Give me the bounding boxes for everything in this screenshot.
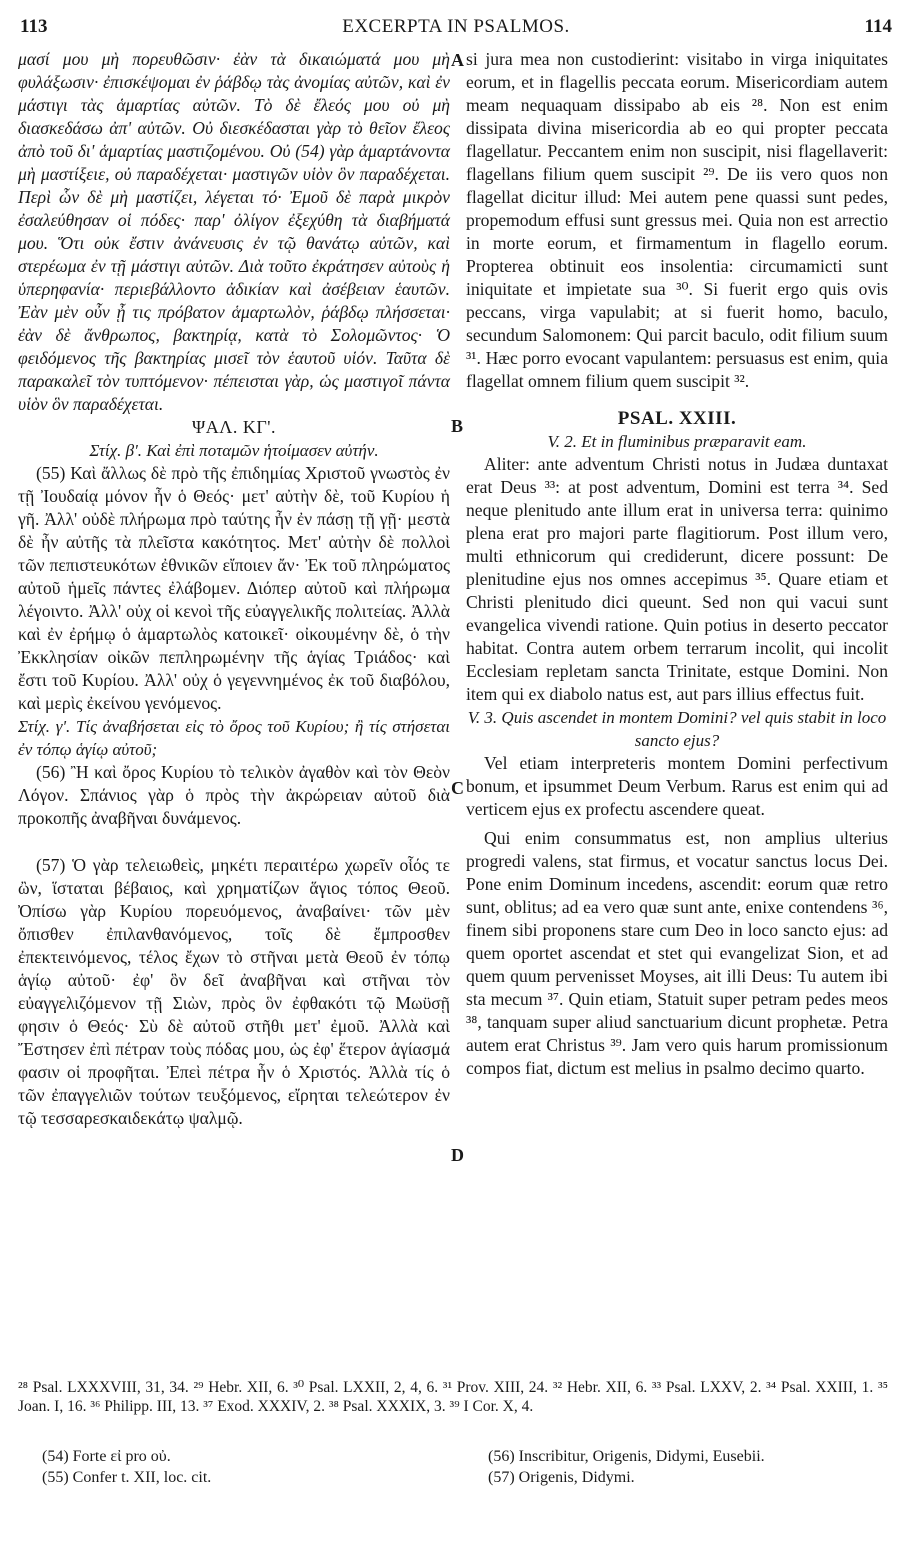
margin-letter-d: D [451, 1145, 464, 1165]
notes-right [488, 1446, 898, 1488]
latin-verse-2: V. 2. Et in fluminibus præparavit eam. [547, 432, 807, 451]
greek-verse-2: Στίχ. β'. Καὶ ἐπὶ ποταμῶν ἡτοίμασεν αὐτήν. [89, 441, 379, 460]
latin-column [466, 48, 888, 1080]
greek-paragraph-57: (57) Ὁ γὰρ τελειωθεὶς, μηκέτι περαιτέρω χωρεῖν οἷός τε ὢν, ἵσταται βέβαιος, καὶ χρηματίζων ἅγιος τόπος Θεοῦ. Ὀπίσω γὰρ Κυρίου πορευόμενος, ἀναβαίνει· τῶν μὲν ὄπισθεν ἐπιλανθανόμενος, τοῖς δὲ ἔμπροσθεν ἐπεκτεινόμενος, τέλος ἔχων τὸ στῆναι μετὰ Θεοῦ ἐν τόπῳ ἁγίῳ αὐτοῦ· ἐφ' ὃν δεῖ ἀναβῆναι καὶ στῆναι τὸν εὐαγγελιζόμενον τῇ Σιὼν, πρὸς ὃν ἐφθακότι τῷ Μωϋσῇ φησιν ὁ Θεός· Σὺ δὲ αὐτοῦ στῆθι μετ' ἐμοῦ. Ἀλλὰ καὶ Ἔστησεν ἐπὶ πέτραν τοὺς πόδας μου, ὡς ἐφ' ἕτερον ἁγίασμά φασιν οἱ προφῆται. Ἐπεὶ πέτρα ἦν ὁ Χριστός. Ἀλλὰ τίς ὁ τῶν ἐπαγγελιῶν τούτων τευξόμενος, εἴρηται τελεώτερον ἐν τῷ τεσσαρεσκαιδεκάτῳ ψαλμῷ. [18, 855, 450, 1128]
latin-verse-3: V. 3. Quis ascendet in montem Domini? vel quis stabit in loco sancto ejus? [467, 708, 887, 750]
latin-paragraph-55: Aliter: ante adventum Christi notus in Judæa duntaxat erat Deus ³³: at post adventum, Domini est terra ³⁴. Sed neque plenitudo ante illum erat in universa terra: quinimo plena erat pro majori parte flagitiorum. Post illum vero, multi ethnicorum qui crediderunt, dicere possunt: De plenitudine ejus nos omnes accepimus ³⁵. Quare etiam et Christi plenitudo dici queunt. Sed non qui vacui sunt evangelica vivendi ratione. Quin potius in deserto peccator habitat. Contra autem orbem terrarum incolit, qui incolit Ecclesiam repletam sancta Trinitate, estque Domini. Non item qui ex diabolo natus est, aut pars illius effectus fuit. [466, 454, 888, 704]
greek-paragraph-56: (56) Ἢ καὶ ὄρος Κυρίου τὸ τελικὸν ἀγαθὸν καὶ τὸν Θεὸν Λόγον. Σπάνιος γὰρ ὁ πρὸς τὴν ἀκρώρειαν αὐτοῦ διὰ προκοπῆς ἀναβῆναι δυνάμενος. [18, 762, 450, 828]
footnote-references: ²⁸ Psal. LXXXVIII, 31, 34. ²⁹ Hebr. XII, 6. ³⁰ Psal. LXXII, 2, 4, 6. ³¹ Prov. XIII, 24. ³² Hebr. XII, 6. ³³ Psal. LXXV, 2. ³⁴ Psal. XXIII, 1. ³⁵ Joan. I, 16. ³⁶ Philipp. III, 13. ³⁷ Exod. XXXIV, 2. ³⁸ Psal. XXXIX, 3. ³⁹ I Cor. X, 4. [18, 1379, 888, 1415]
greek-paragraph-intro: μασί μου μὴ πορευθῶσιν· ἐὰν τὰ δικαιώματά μου μὴ φυλάξωσιν· ἐπισκέψομαι ἐν ῥάβδῳ τὰς ἀνομίας αὐτῶν, καὶ ἐν μάστιγι τὰς ἁμαρτίας αὐτῶν. Τὸ δὲ ἔλεός μου οὐ μὴ διασκεδάσω ἀπ' αὐτῶν. Οὐ διεσκέδασται γὰρ τὸ θεῖον ἔλεος ἀπὸ τοῦ δι' ἁμαρτίας μαστιζομένου. Οὐ (54) γὰρ ἁμαρτάνοντα μὴ μαστίξειε, οὐ παραδέχεται· μαστιγῶν υἱὸν ὃν παραδέχεται. Περὶ ὧν δὲ μὴ μαστίζει, λέγεται τό· Ἐμοῦ δὲ παρὰ μικρὸν ἐσαλεύθησαν οἱ πόδες· παρ' ὀλίγον ἐξεχύθη τὰ διαβήματά μου. Ὅτι οὐκ ἔστιν ἀνάνευσις ἐν τῷ θανάτῳ αὐτῶν, καὶ στερέωμα ἐν τῇ μάστιγι αὐτῶν. Διὰ τοῦτο ἐκράτησεν αὐτοὺς ἡ ὑπερηφανία· περιεβάλλοντο ἀδικίαν καὶ ἀσέβειαν ἑαυτῶν. Ἐὰν μὲν οὖν ᾖ τις πρόβατον ἁμαρτωλὸν, ῥάβδῳ πλήσσεται· ἐὰν δὲ ἄνθρωπος, βακτηρίᾳ, κατὰ τὸ Σολομῶντος· Ὁ φειδόμενος τῆς βακτηρίας μισεῖ τὸν ἑαυτοῦ υἱόν. Ταῦτα δὲ παρακαλεῖ τὸν τυπτόμενον· πέπεισται γὰρ, ὡς μαστιγοῖ πάντα υἱὸν ὃν παραδέχεται. [18, 49, 450, 414]
note-54: (54) Forte εἰ pro οὐ. [42, 1448, 171, 1465]
note-57: (57) Origenis, Didymi. [488, 1469, 635, 1486]
margin-letter-b: B [451, 416, 464, 436]
note-56: (56) Inscribitur, Origenis, Didymi, Eusebii. [488, 1448, 765, 1465]
margin-letter-a: A [451, 50, 464, 70]
running-title: EXCERPTA IN PSALMOS. [342, 16, 570, 37]
notes-left [42, 1446, 472, 1488]
latin-psalm-heading: PSAL. XXIII. [617, 408, 737, 429]
greek-paragraph-55: (55) Καὶ ἄλλως δὲ πρὸ τῆς ἐπιδημίας Χριστοῦ γνωστὸς ἐν τῇ Ἰουδαίᾳ μόνον ἦν ὁ Θεός· μετ' αὐτὴν δὲ, τοῦ Κυρίου ἡ γῆ. Ἀλλ' οὐδὲ πλήρωμα πρὸ ταύτης ἦν ἐν πάσῃ τῇ γῇ· μεστὰ δὲ ἦν αὐτῆς τὰ πλεῖστα κακότητος. Μετ' αὐτὴν δὲ πολλοὶ τῶν πεπιστευκότων ἐθνικῶν εἴποιεν ἄν· Ἐκ τοῦ πληρώματος αὐτοῦ ἡμεῖς πάντες ἐλάβομεν. Διόπερ αὐτοῦ καὶ πλήρωμα λέγοιντο. Ἀλλ' οὐχ οἱ κενοὶ τῆς εὐαγγελικῆς πολιτείας. Ἀλλὰ καὶ ἐν ἐρήμῳ ὁ ἁμαρτωλὸς κατοικεῖ· οἰκουμένην δὲ, ὁ τὴν Ἐκκλησίαν οἰκῶν πεπληρωμένην τῆς ἁγίας Τριάδος· καὶ ἔστι τοῦ Κυρίου. Ἀλλ' οὐχ ὁ γεγεννημένος ἐκ τοῦ διαβόλου, καὶ μερὶς ἐκείνου γενόμενος. [18, 463, 450, 713]
latin-paragraph-56: Vel etiam interpreteris montem Domini perfectivum bonum, et ipsummet Deum Verbum. Rarus est enim qui ad verticem ejus ex profectu ascendere queat. [466, 753, 888, 819]
page-number-right: 114 [864, 16, 892, 37]
greek-column [18, 48, 450, 1130]
running-header [20, 14, 892, 42]
scripture-footnotes [18, 1378, 888, 1416]
page-number-left: 113 [20, 16, 48, 37]
note-55: (55) Confer t. XII, loc. cit. [42, 1469, 212, 1486]
margin-letter-c: C [451, 778, 464, 798]
latin-paragraph-intro: si jura mea non custodierint: visitabo in virga iniquitates eorum, et in flagellis peccata eorum. Misericordiam autem meam nequaquam dissipabo ab eis ²⁸. Non est enim dissipata divina misericordia ab eo qui propter peccata flagellatur. Peccantem enim non suscipit, nisi flagellaverit: flagellans filium quem suscipit ²⁹. De iis vero quos non flagellat dicitur illud: Mei autem pene quassi sunt pedes, propemodum effusi sunt gressus mei. Quia non est arrectio in morte eorum, et firmamentum in flagello eorum. Propterea obtinuit eos insolentia: circumamicti sunt iniquitate et impietate sua ³⁰. Si fuerit ergo quis ovis peccans, virga vapulabit; at si fuerit homo, baculo, secundum Salomonem: Qui parcit baculo, odit filium suum ³¹. Hæc porro evocant vapulantem: persuasus est enim, quia flagellat omnem filium quem suscipit ³². [466, 49, 888, 391]
greek-psalm-heading: ΨΑΛ. ΚΓ'. [192, 417, 276, 437]
latin-paragraph-57: Qui enim consummatus est, non amplius ulterius progredi valens, stat firmus, et vocatur sanctus locus Dei. Pone enim Dominum incedens, ascendit: eorum quæ retro sunt, oblitus; ad ea vero quæ sunt ante, enixe contendens ³⁶, finem sibi proponens stare cum Deo in loco sancto ejus: ad quem oportet ascendat et stet qui evangelizat Sion, et ad quem quum pervenisset Moyses, ait illi Deus: Tu autem ibi sta mecum ³⁷. Quin etiam, Statuit super petram pedes meos ³⁸, tanquam super aliud sanctuarium dicunt prophetæ. Petra autem erat Christus ³⁹. Jam vero quis harum promissionum compos fiat, dictum est melius in psalmo decimo quarto. [466, 828, 888, 1078]
greek-verse-3: Στίχ. γ'. Τίς ἀναβήσεται εἰς τὸ ὄρος τοῦ Κυρίου; ἢ τίς στήσεται ἐν τόπῳ ἁγίῳ αὐτοῦ; [18, 717, 450, 759]
